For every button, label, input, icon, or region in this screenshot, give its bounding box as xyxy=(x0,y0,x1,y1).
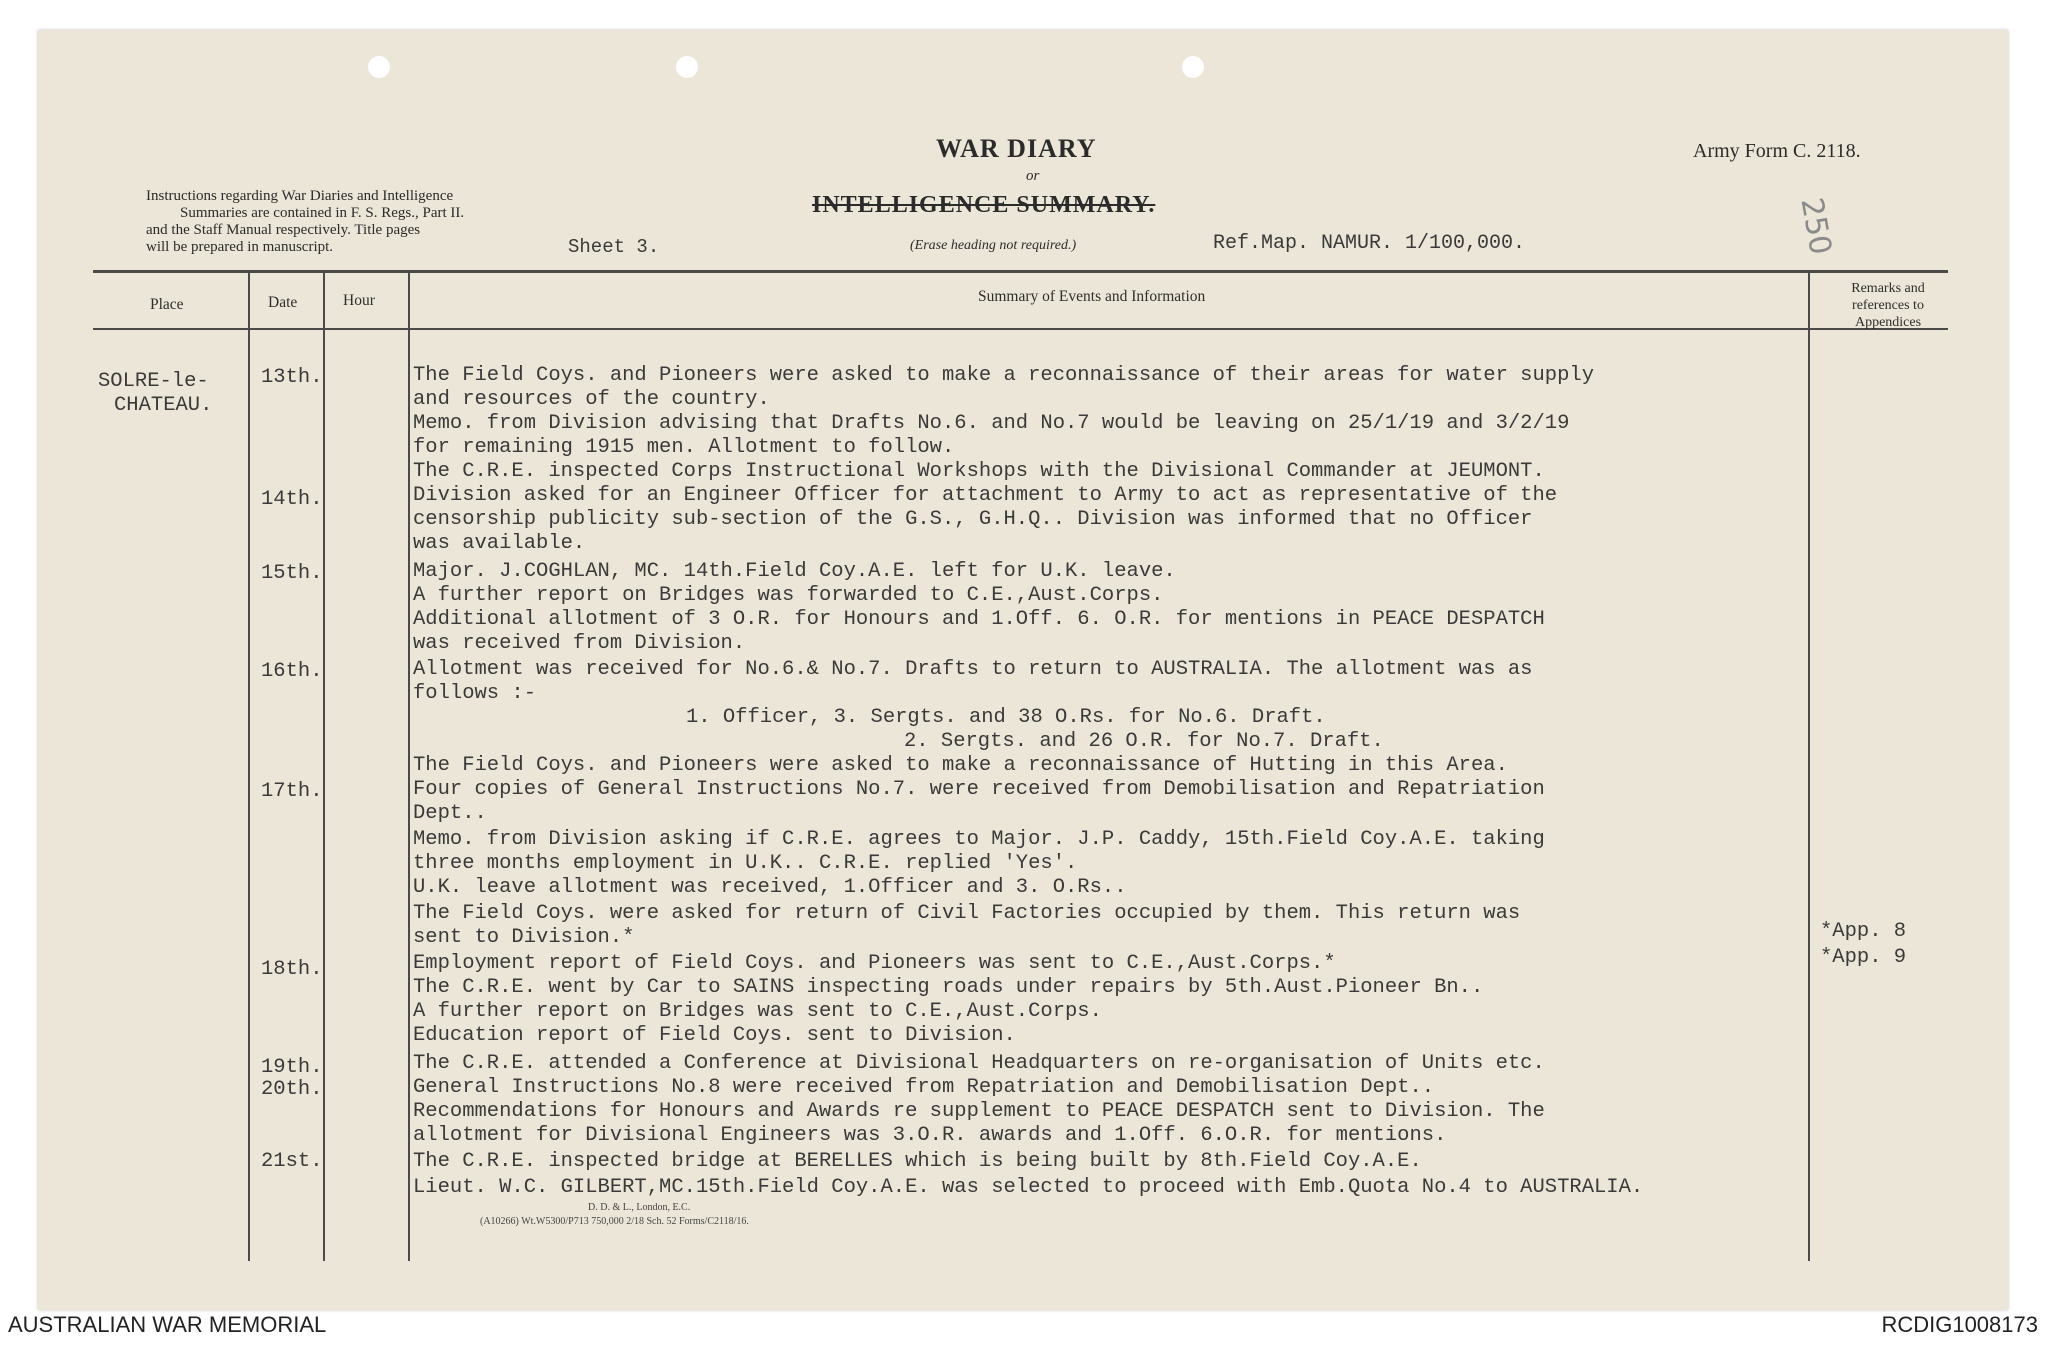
summary-line: The C.R.E. went by Car to SAINS inspecting roads under repairs by 5th.Aust.Pioneer Bn.. xyxy=(413,976,1484,999)
punch-hole xyxy=(368,56,390,78)
table-header-rule xyxy=(93,328,1948,330)
summary-line: The Field Coys. and Pioneers were asked to make a reconnaissance of their areas for water supply xyxy=(413,364,1594,387)
remarks-header-line: references to xyxy=(1852,298,1924,313)
summary-line: Dept.. xyxy=(413,802,487,825)
summary-line: sent to Division.* xyxy=(413,926,635,949)
summary-line: and resources of the country. xyxy=(413,388,770,411)
summary-line: was received from Division. xyxy=(413,632,746,655)
appendix-reference: *App. 9 xyxy=(1820,946,1907,969)
column-divider xyxy=(1808,271,1810,1261)
column-divider xyxy=(323,271,325,1261)
or-label: or xyxy=(1026,168,1040,184)
column-divider xyxy=(248,271,250,1261)
sheet-number: Sheet 3. xyxy=(568,236,660,258)
summary-line: Four copies of General Instructions No.7. were received from Demobilisation and Repatriation xyxy=(413,778,1545,801)
remarks-header-line: Remarks and xyxy=(1851,281,1925,296)
column-header-hour: Hour xyxy=(343,292,375,309)
summary-line: three months employment in U.K.. C.R.E. replied 'Yes'. xyxy=(413,852,1078,875)
erase-note: (Erase heading not required.) xyxy=(910,238,1077,253)
diary-page xyxy=(38,30,2008,1310)
date-entry: 20th. xyxy=(261,1078,323,1101)
ref-map: Ref.Map. NAMUR. 1/100,000. xyxy=(1213,232,1526,255)
summary-line: The C.R.E. inspected bridge at BERELLES which is being built by 8th.Field Coy.A.E. xyxy=(413,1150,1422,1173)
printer-imprint: (A10266) Wt.W5300/P713 750,000 2/18 Sch. 52 Forms/C2118/16. xyxy=(480,1216,749,1227)
footer-record-id: RCDIG1008173 xyxy=(1881,1312,2038,1337)
date-entry: 16th. xyxy=(261,660,323,683)
summary-line: A further report on Bridges was forwarded to C.E.,Aust.Corps. xyxy=(413,584,1164,607)
column-header-remarks xyxy=(1828,280,1948,331)
punch-hole xyxy=(1182,56,1204,78)
summary-line: Memo. from Division advising that Drafts No.6. and No.7 would be leaving on 25/1/19 and 3/2/19 xyxy=(413,412,1570,435)
army-form: Army Form C. 2118. xyxy=(1693,140,1861,162)
instructions-line: Summaries are contained in F. S. Regs., Part II. xyxy=(180,205,465,221)
appendix-reference: *App. 8 xyxy=(1820,920,1907,943)
summary-line: 2. Sergts. and 26 O.R. for No.7. Draft. xyxy=(904,730,1384,753)
summary-line: 1. Officer, 3. Sergts. and 38 O.Rs. for No.6. Draft. xyxy=(686,706,1326,729)
date-entry: 18th. xyxy=(261,958,323,981)
place-line: SOLRE-le- xyxy=(98,370,209,393)
column-divider xyxy=(408,271,410,1261)
summary-line: The C.R.E. inspected Corps Instructional Workshops with the Divisional Commander at JEUMONT. xyxy=(413,460,1545,483)
page-number: 250 xyxy=(1793,195,1838,258)
footer-institution: AUSTRALIAN WAR MEMORIAL xyxy=(8,1312,327,1337)
summary-line: Recommendations for Honours and Awards re supplement to PEACE DESPATCH sent to Division. The xyxy=(413,1100,1545,1123)
date-entry: 21st. xyxy=(261,1150,323,1173)
summary-line: The Field Coys. were asked for return of Civil Factories occupied by them. This return was xyxy=(413,902,1521,925)
column-header-place: Place xyxy=(150,296,184,313)
summary-line: Division asked for an Engineer Officer for attachment to Army to act as representative of the xyxy=(413,484,1558,507)
summary-line: General Instructions No.8 were received from Repatriation and Demobilisation Dept.. xyxy=(413,1076,1435,1099)
summary-line: U.K. leave allotment was received, 1.Officer and 3. O.Rs.. xyxy=(413,876,1127,899)
instructions-line: Instructions regarding War Diaries and Intelligence xyxy=(146,188,454,204)
instructions-line: will be prepared in manuscript. xyxy=(146,239,334,255)
place-line: CHATEAU. xyxy=(114,394,213,417)
instructions-line: and the Staff Manual respectively. Title pages xyxy=(146,222,421,238)
remarks-header-line: Appendices xyxy=(1854,315,1922,330)
summary-line: Lieut. W.C. GILBERT,MC.15th.Field Coy.A.E. was selected to proceed with Emb.Quota No.4 to AUSTRALIA. xyxy=(413,1176,1644,1199)
summary-line: The C.R.E. attended a Conference at Divisional Headquarters on re-organisation of Units etc. xyxy=(413,1052,1545,1075)
summary-line: was available. xyxy=(413,532,586,555)
summary-line: Major. J.COGHLAN, MC. 14th.Field Coy.A.E. left for U.K. leave. xyxy=(413,560,1176,583)
summary-line: follows :- xyxy=(413,682,537,705)
date-entry: 19th. xyxy=(261,1056,323,1079)
date-entry: 15th. xyxy=(261,562,323,585)
summary-line: The Field Coys. and Pioneers were asked to make a reconnaissance of Hutting in this Area. xyxy=(413,754,1508,777)
column-header-summary: Summary of Events and Information xyxy=(978,288,1206,305)
page-title: WAR DIARY xyxy=(936,134,1097,163)
date-entry: 17th. xyxy=(261,780,323,803)
page-subtitle: INTELLIGENCE SUMMARY. xyxy=(812,192,1156,218)
summary-line: Education report of Field Coys. sent to Division. xyxy=(413,1024,1016,1047)
table-top-rule xyxy=(93,270,1948,273)
date-entry: 13th. xyxy=(261,366,323,389)
punch-hole xyxy=(676,56,698,78)
summary-line: A further report on Bridges was sent to C.E.,Aust.Corps. xyxy=(413,1000,1102,1023)
summary-line: for remaining 1915 men. Allotment to follow. xyxy=(413,436,955,459)
summary-line: Additional allotment of 3 O.R. for Honours and 1.Off. 6. O.R. for mentions in PEACE DESPATCH xyxy=(413,608,1545,631)
date-entry: 14th. xyxy=(261,488,323,511)
summary-line: Memo. from Division asking if C.R.E. agrees to Major. J.P. Caddy, 15th.Field Coy.A.E. taking xyxy=(413,828,1545,851)
summary-line: allotment for Divisional Engineers was 3.O.R. awards and 1.Off. 6.O.R. for mentions. xyxy=(413,1124,1447,1147)
summary-line: censorship publicity sub-section of the G.S., G.H.Q.. Division was informed that no Officer xyxy=(413,508,1533,531)
summary-line: Allotment was received for No.6.& No.7. Drafts to return to AUSTRALIA. The allotment was as xyxy=(413,658,1533,681)
printer-imprint: D. D. & L., London, E.C. xyxy=(588,1202,691,1213)
summary-line: Employment report of Field Coys. and Pioneers was sent to C.E.,Aust.Corps.* xyxy=(413,952,1336,975)
column-header-date: Date xyxy=(268,294,298,311)
